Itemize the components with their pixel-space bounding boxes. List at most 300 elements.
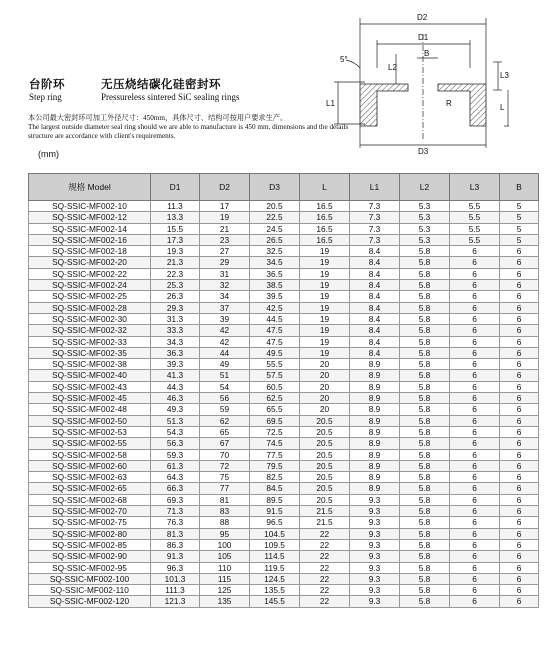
value-cell: 8.9: [350, 426, 400, 437]
value-cell: 6: [450, 393, 500, 404]
value-cell: 5.8: [400, 494, 450, 505]
model-cell: SQ-SSIC-MF002-58: [29, 449, 151, 460]
value-cell: 26.5: [250, 234, 300, 245]
value-cell: 5.3: [400, 201, 450, 212]
value-cell: 16.5: [300, 212, 350, 223]
value-cell: 29.3: [151, 302, 200, 313]
value-cell: 5.8: [400, 347, 450, 358]
value-cell: 135: [200, 596, 250, 607]
label-b: B: [424, 49, 430, 58]
value-cell: 62.5: [250, 393, 300, 404]
model-cell: SQ-SSIC-MF002-25: [29, 291, 151, 302]
value-cell: 19: [300, 268, 350, 279]
table-row: [29, 201, 539, 212]
value-cell: 39.3: [151, 359, 200, 370]
model-cell: SQ-SSIC-MF002-60: [29, 460, 151, 471]
model-cell: SQ-SSIC-MF002-50: [29, 415, 151, 426]
value-cell: 16.5: [300, 201, 350, 212]
value-cell: 6: [500, 268, 539, 279]
column-header: B: [500, 174, 539, 201]
value-cell: 6: [450, 426, 500, 437]
value-cell: 67: [200, 438, 250, 449]
value-cell: 81.3: [151, 528, 200, 539]
value-cell: 75: [200, 472, 250, 483]
model-cell: SQ-SSIC-MF002-22: [29, 268, 151, 279]
value-cell: 5: [500, 212, 539, 223]
value-cell: 100: [200, 539, 250, 550]
value-cell: 8.4: [350, 257, 400, 268]
value-cell: 5.3: [400, 212, 450, 223]
value-cell: 79.5: [250, 460, 300, 471]
value-cell: 8.9: [350, 393, 400, 404]
table-row: [29, 347, 539, 358]
value-cell: 5.8: [400, 596, 450, 607]
value-cell: 44.3: [151, 381, 200, 392]
unit-label: (mm): [38, 149, 59, 159]
value-cell: 5.8: [400, 585, 450, 596]
value-cell: 9.3: [350, 539, 400, 550]
value-cell: 8.9: [350, 460, 400, 471]
value-cell: 34.5: [250, 257, 300, 268]
step-ring-drawing: [310, 4, 510, 154]
value-cell: 22: [300, 596, 350, 607]
value-cell: 6: [500, 585, 539, 596]
table-row: [29, 325, 539, 336]
value-cell: 29: [200, 257, 250, 268]
value-cell: 61.3: [151, 460, 200, 471]
table-row: [29, 585, 539, 596]
value-cell: 6: [450, 347, 500, 358]
value-cell: 6: [450, 472, 500, 483]
value-cell: 42: [200, 325, 250, 336]
value-cell: 5.8: [400, 393, 450, 404]
value-cell: 6: [450, 562, 500, 573]
label-l3: L3: [500, 71, 509, 80]
value-cell: 9.3: [350, 573, 400, 584]
value-cell: 16.5: [300, 223, 350, 234]
table-row: [29, 517, 539, 528]
table-row: [29, 393, 539, 404]
value-cell: 7.3: [350, 212, 400, 223]
model-cell: SQ-SSIC-MF002-100: [29, 573, 151, 584]
value-cell: 31.3: [151, 313, 200, 324]
value-cell: 101.3: [151, 573, 200, 584]
value-cell: 6: [450, 415, 500, 426]
value-cell: 5.5: [450, 201, 500, 212]
value-cell: 19: [200, 212, 250, 223]
value-cell: 6: [500, 528, 539, 539]
value-cell: 6: [450, 494, 500, 505]
value-cell: 115: [200, 573, 250, 584]
value-cell: 114.5: [250, 551, 300, 562]
value-cell: 6: [450, 325, 500, 336]
value-cell: 6: [500, 596, 539, 607]
value-cell: 19: [300, 302, 350, 313]
value-cell: 6: [450, 539, 500, 550]
value-cell: 5.8: [400, 325, 450, 336]
value-cell: 5.8: [400, 517, 450, 528]
value-cell: 6: [500, 291, 539, 302]
table-row: [29, 573, 539, 584]
value-cell: 6: [450, 336, 500, 347]
value-cell: 8.4: [350, 291, 400, 302]
table-row: [29, 336, 539, 347]
value-cell: 6: [500, 347, 539, 358]
label-d3: D3: [418, 147, 429, 154]
value-cell: 5.8: [400, 460, 450, 471]
value-cell: 5.8: [400, 404, 450, 415]
value-cell: 8.9: [350, 370, 400, 381]
value-cell: 6: [500, 280, 539, 291]
value-cell: 6: [450, 280, 500, 291]
value-cell: 8.4: [350, 246, 400, 257]
model-cell: SQ-SSIC-MF002-95: [29, 562, 151, 573]
value-cell: 42: [200, 336, 250, 347]
value-cell: 6: [500, 551, 539, 562]
value-cell: 65.5: [250, 404, 300, 415]
value-cell: 7.3: [350, 234, 400, 245]
value-cell: 17: [200, 201, 250, 212]
value-cell: 9.3: [350, 494, 400, 505]
model-cell: SQ-SSIC-MF002-63: [29, 472, 151, 483]
value-cell: 33.3: [151, 325, 200, 336]
value-cell: 124.5: [250, 573, 300, 584]
model-cell: SQ-SSIC-MF002-65: [29, 483, 151, 494]
value-cell: 34.3: [151, 336, 200, 347]
value-cell: 5.8: [400, 573, 450, 584]
value-cell: 6: [450, 551, 500, 562]
value-cell: 19: [300, 246, 350, 257]
value-cell: 6: [450, 585, 500, 596]
value-cell: 69.5: [250, 415, 300, 426]
value-cell: 22: [300, 562, 350, 573]
model-cell: SQ-SSIC-MF002-12: [29, 212, 151, 223]
label-angle: 5°: [340, 55, 348, 64]
value-cell: 6: [450, 460, 500, 471]
value-cell: 8.9: [350, 438, 400, 449]
value-cell: 20: [300, 393, 350, 404]
value-cell: 109.5: [250, 539, 300, 550]
value-cell: 6: [500, 494, 539, 505]
value-cell: 23: [200, 234, 250, 245]
value-cell: 19: [300, 291, 350, 302]
model-cell: SQ-SSIC-MF002-43: [29, 381, 151, 392]
value-cell: 8.9: [350, 359, 400, 370]
value-cell: 20.5: [300, 438, 350, 449]
value-cell: 9.3: [350, 506, 400, 517]
value-cell: 5.8: [400, 449, 450, 460]
note-cn: 本公司最大密封环可加工外径尺寸：450mm，具体尺寸、结构可按用户要求生产。: [28, 114, 288, 122]
value-cell: 6: [500, 539, 539, 550]
value-cell: 6: [450, 359, 500, 370]
value-cell: 8.9: [350, 415, 400, 426]
table-row: [29, 359, 539, 370]
value-cell: 49: [200, 359, 250, 370]
value-cell: 5.8: [400, 415, 450, 426]
value-cell: 39.5: [250, 291, 300, 302]
value-cell: 21: [200, 223, 250, 234]
value-cell: 5.3: [400, 234, 450, 245]
value-cell: 21.5: [300, 517, 350, 528]
value-cell: 5.8: [400, 370, 450, 381]
value-cell: 5.8: [400, 257, 450, 268]
manufacturing-note: [28, 114, 358, 141]
value-cell: 6: [500, 415, 539, 426]
column-header: L3: [450, 174, 500, 201]
value-cell: 5.8: [400, 381, 450, 392]
value-cell: 55.5: [250, 359, 300, 370]
model-cell: SQ-SSIC-MF002-55: [29, 438, 151, 449]
value-cell: 8.9: [350, 449, 400, 460]
value-cell: 17.3: [151, 234, 200, 245]
value-cell: 9.3: [350, 517, 400, 528]
model-cell: SQ-SSIC-MF002-16: [29, 234, 151, 245]
value-cell: 84.5: [250, 483, 300, 494]
value-cell: 47.5: [250, 325, 300, 336]
value-cell: 5.8: [400, 539, 450, 550]
value-cell: 66.3: [151, 483, 200, 494]
value-cell: 24.5: [250, 223, 300, 234]
value-cell: 5.8: [400, 562, 450, 573]
value-cell: 5.8: [400, 280, 450, 291]
table-row: [29, 257, 539, 268]
table-row: [29, 234, 539, 245]
value-cell: 22: [300, 585, 350, 596]
table-row: [29, 223, 539, 234]
value-cell: 5.8: [400, 246, 450, 257]
value-cell: 20.5: [300, 449, 350, 460]
value-cell: 22: [300, 551, 350, 562]
column-header: L1: [350, 174, 400, 201]
value-cell: 5: [500, 223, 539, 234]
table-body: [29, 201, 539, 608]
value-cell: 8.9: [350, 381, 400, 392]
value-cell: 110: [200, 562, 250, 573]
subtitle-cn: 无压烧结碳化硅密封环: [101, 77, 221, 91]
model-cell: SQ-SSIC-MF002-33: [29, 336, 151, 347]
label-r: R: [446, 99, 452, 108]
value-cell: 44.5: [250, 313, 300, 324]
value-cell: 88: [200, 517, 250, 528]
model-cell: SQ-SSIC-MF002-28: [29, 302, 151, 313]
value-cell: 20.5: [300, 483, 350, 494]
value-cell: 51: [200, 370, 250, 381]
value-cell: 6: [450, 517, 500, 528]
table-row: [29, 449, 539, 460]
value-cell: 6: [450, 483, 500, 494]
value-cell: 27: [200, 246, 250, 257]
column-header: D2: [200, 174, 250, 201]
value-cell: 13.3: [151, 212, 200, 223]
value-cell: 6: [450, 313, 500, 324]
table-row: [29, 313, 539, 324]
model-cell: SQ-SSIC-MF002-20: [29, 257, 151, 268]
value-cell: 46.3: [151, 393, 200, 404]
value-cell: 6: [500, 573, 539, 584]
value-cell: 8.4: [350, 280, 400, 291]
table-row: [29, 596, 539, 607]
value-cell: 25.3: [151, 280, 200, 291]
value-cell: 5.8: [400, 359, 450, 370]
value-cell: 5.3: [400, 223, 450, 234]
value-cell: 47.5: [250, 336, 300, 347]
table-row: [29, 415, 539, 426]
value-cell: 9.3: [350, 596, 400, 607]
value-cell: 20: [300, 381, 350, 392]
value-cell: 5.5: [450, 234, 500, 245]
value-cell: 95: [200, 528, 250, 539]
value-cell: 26.3: [151, 291, 200, 302]
value-cell: 19: [300, 280, 350, 291]
model-cell: SQ-SSIC-MF002-32: [29, 325, 151, 336]
model-cell: SQ-SSIC-MF002-53: [29, 426, 151, 437]
value-cell: 20.5: [300, 415, 350, 426]
value-cell: 74.5: [250, 438, 300, 449]
title-en: Step ring: [29, 92, 62, 102]
value-cell: 62: [200, 415, 250, 426]
table-row: [29, 404, 539, 415]
table-row: [29, 291, 539, 302]
value-cell: 6: [450, 268, 500, 279]
value-cell: 51.3: [151, 415, 200, 426]
column-header: L2: [400, 174, 450, 201]
value-cell: 6: [500, 336, 539, 347]
table-row: [29, 494, 539, 505]
value-cell: 105: [200, 551, 250, 562]
value-cell: 31: [200, 268, 250, 279]
value-cell: 16.5: [300, 234, 350, 245]
label-d2: D2: [417, 13, 428, 22]
note-en: The largest outside diameter seal ring should we are able to manufacture is 450 mm, dimensions and the details structure are accordance with client's requirements.: [28, 123, 349, 140]
value-cell: 5.8: [400, 472, 450, 483]
table-row: [29, 551, 539, 562]
value-cell: 6: [450, 246, 500, 257]
value-cell: 5.8: [400, 336, 450, 347]
value-cell: 56.3: [151, 438, 200, 449]
value-cell: 54.3: [151, 426, 200, 437]
value-cell: 6: [500, 506, 539, 517]
value-cell: 49.3: [151, 404, 200, 415]
value-cell: 56: [200, 393, 250, 404]
value-cell: 59: [200, 404, 250, 415]
value-cell: 5.5: [450, 212, 500, 223]
value-cell: 6: [450, 302, 500, 313]
value-cell: 6: [450, 573, 500, 584]
value-cell: 104.5: [250, 528, 300, 539]
table-row: [29, 483, 539, 494]
value-cell: 72: [200, 460, 250, 471]
model-cell: SQ-SSIC-MF002-75: [29, 517, 151, 528]
model-cell: SQ-SSIC-MF002-110: [29, 585, 151, 596]
value-cell: 6: [450, 381, 500, 392]
value-cell: 5.8: [400, 291, 450, 302]
model-cell: SQ-SSIC-MF002-48: [29, 404, 151, 415]
value-cell: 38.5: [250, 280, 300, 291]
table-row: [29, 528, 539, 539]
value-cell: 42.5: [250, 302, 300, 313]
value-cell: 5.8: [400, 438, 450, 449]
value-cell: 21.5: [300, 506, 350, 517]
model-cell: SQ-SSIC-MF002-85: [29, 539, 151, 550]
value-cell: 6: [500, 325, 539, 336]
value-cell: 6: [500, 449, 539, 460]
value-cell: 6: [450, 438, 500, 449]
value-cell: 6: [500, 472, 539, 483]
value-cell: 32.5: [250, 246, 300, 257]
value-cell: 15.5: [151, 223, 200, 234]
table-row: [29, 472, 539, 483]
model-cell: SQ-SSIC-MF002-35: [29, 347, 151, 358]
value-cell: 37: [200, 302, 250, 313]
value-cell: 5.8: [400, 483, 450, 494]
value-cell: 6: [500, 517, 539, 528]
value-cell: 5.8: [400, 528, 450, 539]
value-cell: 111.3: [151, 585, 200, 596]
value-cell: 20: [300, 404, 350, 415]
value-cell: 70: [200, 449, 250, 460]
table-row: [29, 302, 539, 313]
value-cell: 6: [500, 393, 539, 404]
value-cell: 6: [500, 313, 539, 324]
value-cell: 5.8: [400, 426, 450, 437]
value-cell: 119.5: [250, 562, 300, 573]
value-cell: 6: [500, 438, 539, 449]
model-cell: SQ-SSIC-MF002-10: [29, 201, 151, 212]
value-cell: 5.8: [400, 302, 450, 313]
model-cell: SQ-SSIC-MF002-38: [29, 359, 151, 370]
value-cell: 86.3: [151, 539, 200, 550]
value-cell: 7.3: [350, 223, 400, 234]
value-cell: 96.3: [151, 562, 200, 573]
model-cell: SQ-SSIC-MF002-40: [29, 370, 151, 381]
value-cell: 6: [450, 596, 500, 607]
value-cell: 20.5: [300, 460, 350, 471]
value-cell: 6: [450, 506, 500, 517]
table-row: [29, 370, 539, 381]
value-cell: 96.5: [250, 517, 300, 528]
value-cell: 76.3: [151, 517, 200, 528]
model-cell: SQ-SSIC-MF002-68: [29, 494, 151, 505]
value-cell: 8.4: [350, 268, 400, 279]
value-cell: 19: [300, 336, 350, 347]
value-cell: 8.4: [350, 313, 400, 324]
table-header-row: [29, 174, 539, 201]
value-cell: 19: [300, 257, 350, 268]
label-l: L: [500, 103, 505, 112]
value-cell: 9.3: [350, 528, 400, 539]
table-row: [29, 460, 539, 471]
value-cell: 8.9: [350, 483, 400, 494]
value-cell: 6: [500, 302, 539, 313]
value-cell: 8.4: [350, 325, 400, 336]
value-cell: 9.3: [350, 585, 400, 596]
value-cell: 89.5: [250, 494, 300, 505]
value-cell: 57.5: [250, 370, 300, 381]
table-row: [29, 438, 539, 449]
subtitle-en: Pressureless sintered SiC sealing rings: [101, 92, 240, 102]
value-cell: 32: [200, 280, 250, 291]
value-cell: 21.3: [151, 257, 200, 268]
value-cell: 5.8: [400, 313, 450, 324]
table-row: [29, 426, 539, 437]
value-cell: 6: [500, 562, 539, 573]
value-cell: 60.5: [250, 381, 300, 392]
value-cell: 91.3: [151, 551, 200, 562]
value-cell: 22.3: [151, 268, 200, 279]
value-cell: 22: [300, 539, 350, 550]
value-cell: 65: [200, 426, 250, 437]
value-cell: 5.8: [400, 506, 450, 517]
